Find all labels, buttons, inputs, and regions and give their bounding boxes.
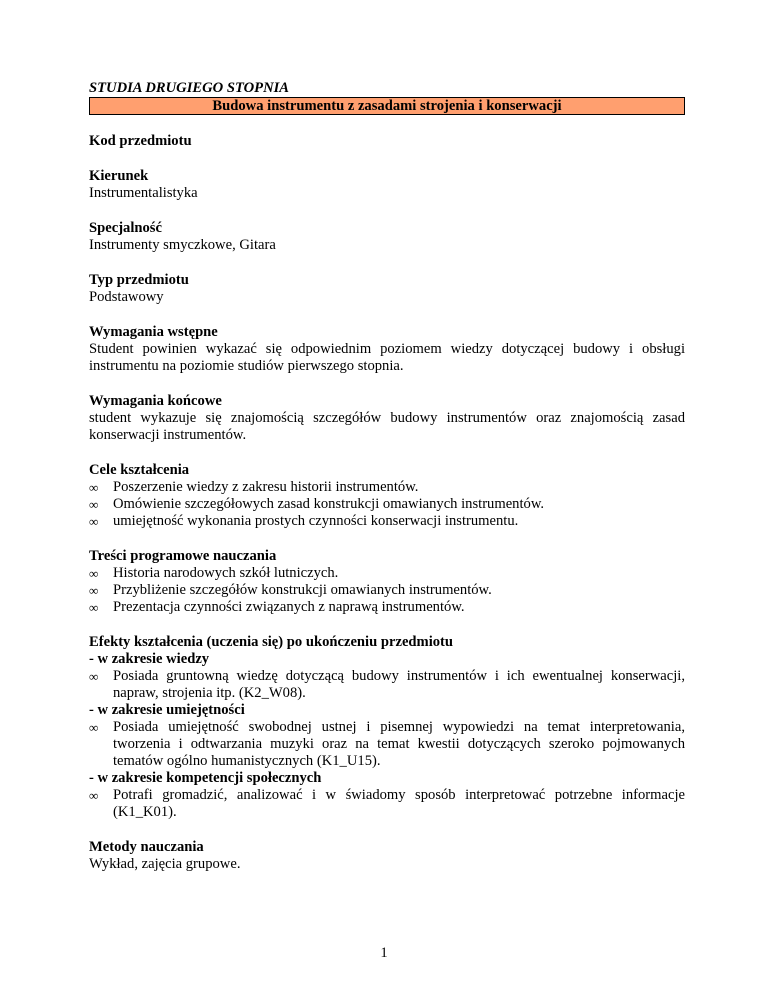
specialty-value: Instrumenty smyczkowe, Gitara [89, 237, 276, 253]
infinity-bullet-icon: ∞ [89, 497, 99, 512]
infinity-bullet-icon: ∞ [89, 600, 99, 615]
study-level-heading: STUDIA DRUGIEGO STOPNIA [89, 80, 290, 96]
list-item-text: Historia narodowych szkół lutniczych. [113, 565, 339, 581]
section-teaching-methods [89, 839, 685, 873]
document-page [89, 80, 685, 873]
section-learning-goals [89, 462, 685, 530]
page-number: 1 [380, 945, 388, 961]
learning-goals-heading: Cele kształcenia [89, 462, 190, 478]
infinity-bullet-icon: ∞ [89, 480, 99, 495]
social-competences-list [89, 787, 685, 821]
list-item-text: Potrafi gromadzić, analizować i w świadomy sposób interpretować potrzebne informacje (K1_K01). [113, 787, 685, 820]
knowledge-subheading: - w zakresie wiedzy [89, 651, 210, 667]
course-type-value: Podstawowy [89, 289, 164, 305]
knowledge-list [89, 668, 685, 702]
section-field-of-study [89, 168, 685, 202]
list-item [89, 565, 685, 582]
list-item-text: Prezentacja czynności związanych z naprawą instrumentów. [113, 599, 465, 615]
learning-outcomes-heading: Efekty kształcenia (uczenia się) po ukończeniu przedmiotu [89, 634, 454, 650]
final-requirements-heading: Wymagania końcowe [89, 393, 222, 409]
course-code-heading: Kod przedmiotu [89, 133, 192, 149]
specialty-heading: Specjalność [89, 220, 162, 236]
section-course-code [89, 133, 685, 150]
list-item [89, 599, 685, 616]
infinity-bullet-icon: ∞ [89, 669, 99, 684]
list-item [89, 668, 685, 702]
list-item [89, 787, 685, 821]
list-item-text: Poszerzenie wiedzy z zakresu historii instrumentów. [113, 479, 419, 495]
infinity-bullet-icon: ∞ [89, 514, 99, 529]
field-of-study-heading: Kierunek [89, 168, 149, 184]
prerequisites-text: Student powinien wykazać się odpowiednim poziomem wiedzy dotyczącej budowy i obsługi instrumentu na poziomie studiów pierwszego stopnia. [89, 341, 685, 374]
list-item [89, 719, 685, 770]
prerequisites-heading: Wymagania wstępne [89, 324, 218, 340]
list-item-text: Omówienie szczegółowych zasad konstrukcji omawianych instrumentów. [113, 496, 545, 512]
section-final-requirements [89, 393, 685, 444]
section-learning-outcomes [89, 634, 685, 821]
list-item-text: Posiada umiejętność swobodnej ustnej i pisemnej wypowiedzi na temat interpretowania, tworzenia i odtwarzania muzyki oraz na temat kwestii dotyczących szeroko pojmowanych tematów ogólno humanistycznych (K1_U15). [113, 719, 685, 769]
list-item-text: Posiada gruntowną wiedzę dotyczącą budowy instrumentów i ich ewentualnej konserwacji, napraw, strojenia itp. (K2_W08). [113, 668, 685, 701]
final-requirements-text: student wykazuje się znajomością szczegółów budowy instrumentów oraz znajomością zasad konserwacji instrumentów. [89, 410, 685, 443]
list-item [89, 479, 685, 496]
infinity-bullet-icon: ∞ [89, 788, 99, 803]
list-item [89, 513, 685, 530]
social-competences-subheading: - w zakresie kompetencji społecznych [89, 770, 322, 786]
teaching-methods-heading: Metody nauczania [89, 839, 204, 855]
skills-subheading: - w zakresie umiejętności [89, 702, 245, 718]
list-item-text: Przybliżenie szczegółów konstrukcji omawianych instrumentów. [113, 582, 492, 598]
teaching-methods-text: Wykład, zajęcia grupowe. [89, 856, 241, 872]
list-item-text: umiejętność wykonania prostych czynności konserwacji instrumentu. [113, 513, 519, 529]
skills-list [89, 719, 685, 770]
section-prerequisites [89, 324, 685, 375]
section-course-type [89, 272, 685, 306]
program-content-list [89, 565, 685, 616]
section-program-content [89, 548, 685, 616]
learning-goals-list [89, 479, 685, 530]
infinity-bullet-icon: ∞ [89, 583, 99, 598]
list-item [89, 496, 685, 513]
field-of-study-value: Instrumentalistyka [89, 185, 198, 201]
section-specialty [89, 220, 685, 254]
course-title-bar: Budowa instrumentu z zasadami strojenia i konserwacji [89, 97, 685, 115]
course-type-heading: Typ przedmiotu [89, 272, 189, 288]
program-content-heading: Treści programowe nauczania [89, 548, 277, 564]
list-item [89, 582, 685, 599]
infinity-bullet-icon: ∞ [89, 720, 99, 735]
infinity-bullet-icon: ∞ [89, 566, 99, 581]
